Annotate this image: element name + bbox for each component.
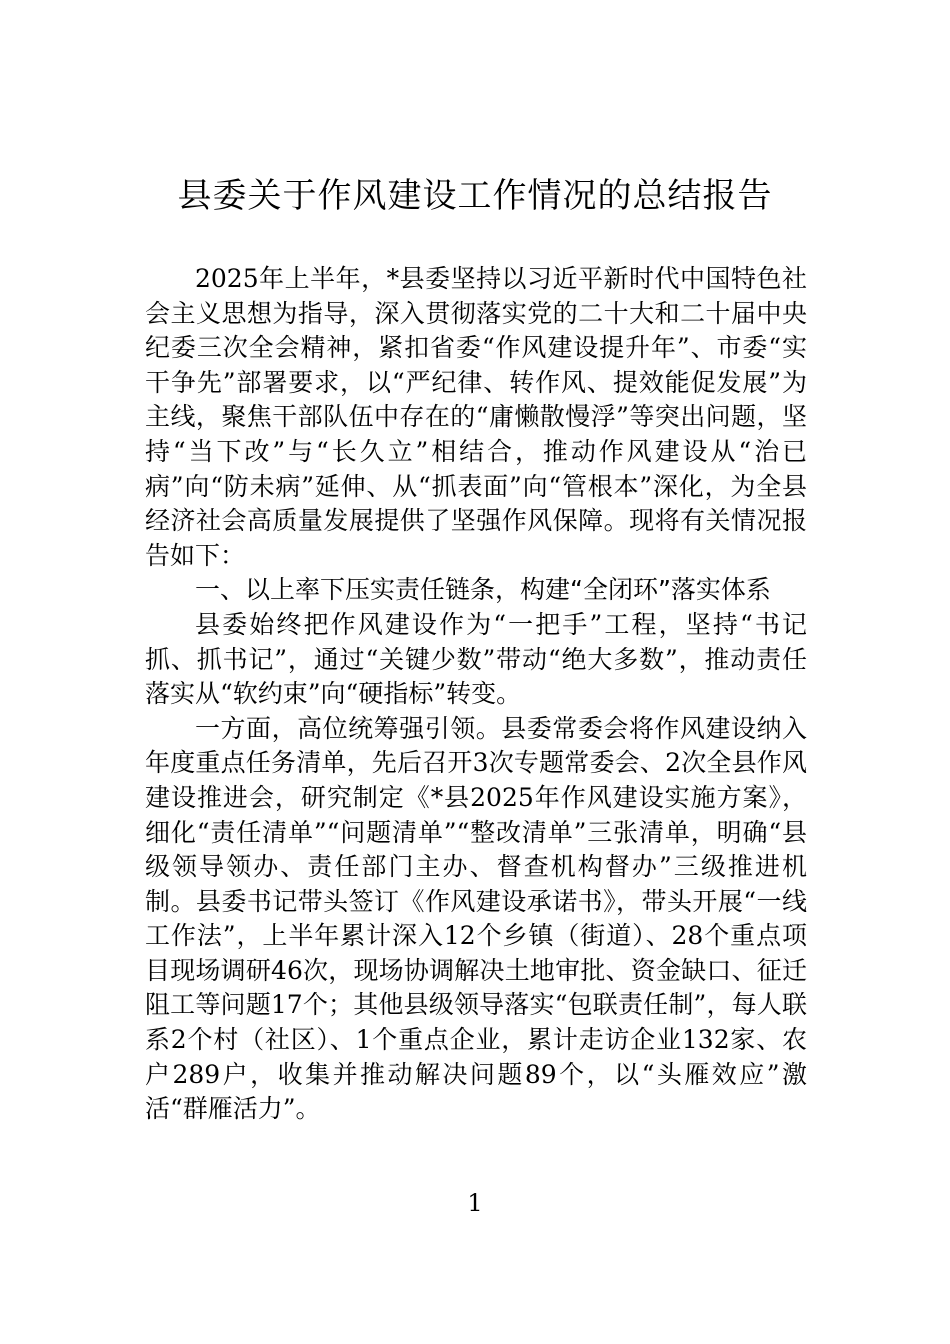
page-number: 1 [467,1189,483,1217]
detail-paragraph: 一方面，高位统筹强引领。县委常委会将作风建设纳入年度重点任务清单，先后召开3次专题常委会、2次全县作风建设推进会，研究制定《*县2025年作风建设实施方案》，细化“责任清单”“问题清单”“整改清单”三张清单，明确“县级领导领办、责任部门主办、督查机构督办”三级推进机制。县委书记带头签订《作风建设承诺书》，带头开展“一线工作法”，上半年累计深入12个乡镇（街道）、28个重点项目现场调研46次，现场协调解决土地审批、资金缺口、征迁阻工等问题17个；其他县级领导落实“包联责任制”，每人联系2个村（社区）、1个重点企业，累计走访企业132家、农户289户，收集并推动解决问题89个，以“头雁效应”激活“群雁活力”。 [145,713,807,1124]
section-heading: 一、以上率下压实责任链条，构建“全闭环”落实体系 [195,575,771,605]
intro-paragraph: 2025年上半年，*县委坚持以习近平新时代中国特色社会主义思想为指导，深入贯彻落实党的二十大和二十届中央纪委三次全会精神，紧扣省委“作风建设提升年”、市委“实干争先”部署要求，以“严纪律、转作风、提效能促发展”为主线，聚焦干部队伍中存在的“庸懒散慢浮”等突出问题，坚持“当下改”与“长久立”相结合，推动作风建设从“治已病”向“防未病”延伸、从“抓表面”向“管根本”深化，为全县经济社会高质量发展提供了坚强作风保障。现将有关情况报告如下： [145,264,807,570]
section-summary-paragraph: 县委始终把作风建设作为“一把手”工程，坚持“书记抓、抓书记”，通过“关键少数”带动“绝大多数”，推动责任落实从“软约束”向“硬指标”转变。 [145,609,807,709]
document-body [145,262,807,1127]
document-title: 县委关于作风建设工作情况的总结报告 [177,176,773,216]
